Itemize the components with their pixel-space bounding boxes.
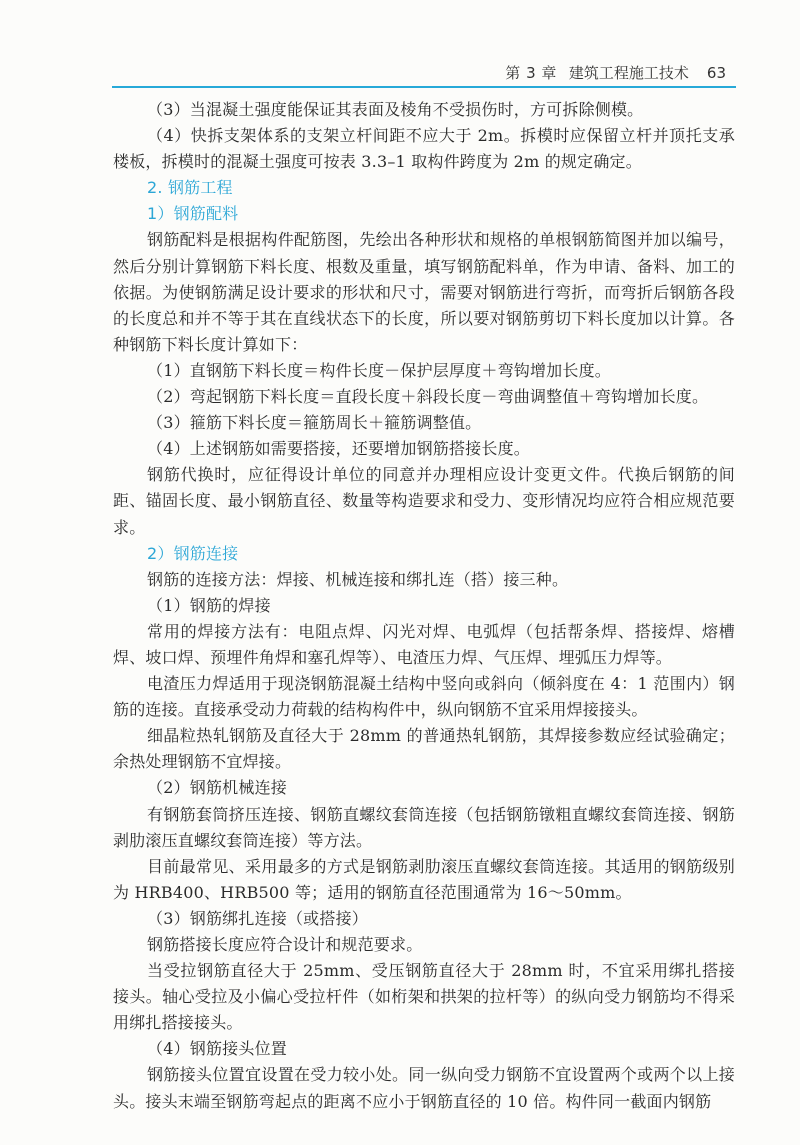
chapter-label: 第 3 章 <box>505 64 557 82</box>
subsection-heading: 2）钢筋连接 <box>147 543 239 563</box>
running-header <box>505 62 726 83</box>
header-rule <box>112 86 736 88</box>
paragraph: 钢筋搭接长度应符合设计和规范要求。 <box>147 935 423 954</box>
page-number: 63 <box>706 64 726 82</box>
list-item: （1）直钢筋下料长度＝构件长度－保护层厚度＋弯钩增加长度。 <box>147 360 611 380</box>
paragraph: （3）当混凝土强度能保证其表面及棱角不受损伤时，方可拆除侧模。 <box>147 100 644 119</box>
paragraph: 钢筋的连接方法：焊接、机械连接和绑扎连（搭）接三种。 <box>147 569 569 589</box>
list-item: （3）箍筋下料长度＝箍筋周长＋箍筋调整值。 <box>147 413 482 433</box>
page-header <box>0 0 800 90</box>
item-heading: （4）钢筋接头位置 <box>147 1039 287 1059</box>
chapter-title: 建筑工程施工技术 <box>568 64 689 82</box>
paragraph: （4）快拆支架体系的支架立杆间距不应大于 2m。拆模时应保留立杆并顶托支承楼板，拆模时的混凝土强度可按表 3.3–1 取构件跨度为 2m 的规定确定。 <box>113 126 735 172</box>
paragraph: 目前最常见、采用最多的方式是钢筋剥肋滚压直螺纹套筒连接。其适用的钢筋级别为 HRB400、HRB500 等；适用的钢筋直径范围通常为 16～50mm。 <box>113 856 735 902</box>
item-heading: （3）钢筋绑扎连接（或搭接） <box>147 908 368 928</box>
paragraph: 有钢筋套筒挤压连接、钢筋直螺纹套筒连接（包括钢筋镦粗直螺纹套筒连接、钢筋剥肋滚压直螺纹套筒连接）等方法。 <box>113 804 735 850</box>
paragraph: 钢筋接头位置宜设置在受力较小处。同一纵向受力钢筋不宜设置两个或两个以上接头。接头末端至钢筋弯起点的距离不应小于钢筋直径的 10 倍。构件同一截面内钢筋 <box>113 1065 735 1111</box>
paragraph: 电渣压力焊适用于现浇钢筋混凝土结构中竖向或斜向（倾斜度在 4：1 范围内）钢筋的连接。直接承受动力荷载的结构构件中，纵向钢筋不宜采用焊接接头。 <box>113 674 735 720</box>
paragraph: 钢筋代换时，应征得设计单位的同意并办理相应设计变更文件。代换后钢筋的间距、锚固长度、最小钢筋直径、数量等构造要求和受力、变形情况均应符合相应规范要求。 <box>113 465 735 537</box>
paragraph: 细晶粒热轧钢筋及直径大于 28mm 的普通热轧钢筋，其焊接参数应经试验确定；余热处理钢筋不宜焊接。 <box>113 726 735 772</box>
section-heading: 2. 钢筋工程 <box>147 178 233 198</box>
item-heading: （2）钢筋机械连接 <box>147 778 287 798</box>
paragraph: 钢筋配料是根据构件配筋图，先绘出各种形状和规格的单根钢筋简图并加以编号，然后分别计算钢筋下料长度、根数及重量，填写钢筋配料单，作为申请、备料、加工的依据。为使钢筋满足设计要求的形状和尺寸，需要对钢筋进行弯折，而弯折后钢筋各段的长度总和并不等于其在直线状态下的长度，所以要对钢筋剪切下料长度加以计算。各种钢筋下料长度计算如下： <box>113 230 735 354</box>
subsection-heading: 1）钢筋配料 <box>147 204 239 224</box>
list-item: （4）上述钢筋如需要搭接，还要增加钢筋搭接长度。 <box>147 439 530 459</box>
item-heading: （1）钢筋的焊接 <box>147 595 271 615</box>
list-item: （2）弯起钢筋下料长度＝直段长度＋斜段长度－弯曲调整值＋弯钩增加长度。 <box>147 387 709 407</box>
page-body <box>113 97 735 1115</box>
paragraph: 当受拉钢筋直径大于 25mm、受压钢筋直径大于 28mm 时，不宜采用绑扎搭接接头。轴心受拉及小偏心受拉杆件（如桁架和拱架的拉杆等）的纵向受力钢筋均不得采用绑扎搭接接头。 <box>113 961 735 1033</box>
paragraph: 常用的焊接方法有：电阻点焊、闪光对焊、电弧焊（包括帮条焊、搭接焊、熔槽焊、坡口焊、预埋件角焊和塞孔焊等）、电渣压力焊、气压焊、埋弧压力焊等。 <box>113 621 735 667</box>
